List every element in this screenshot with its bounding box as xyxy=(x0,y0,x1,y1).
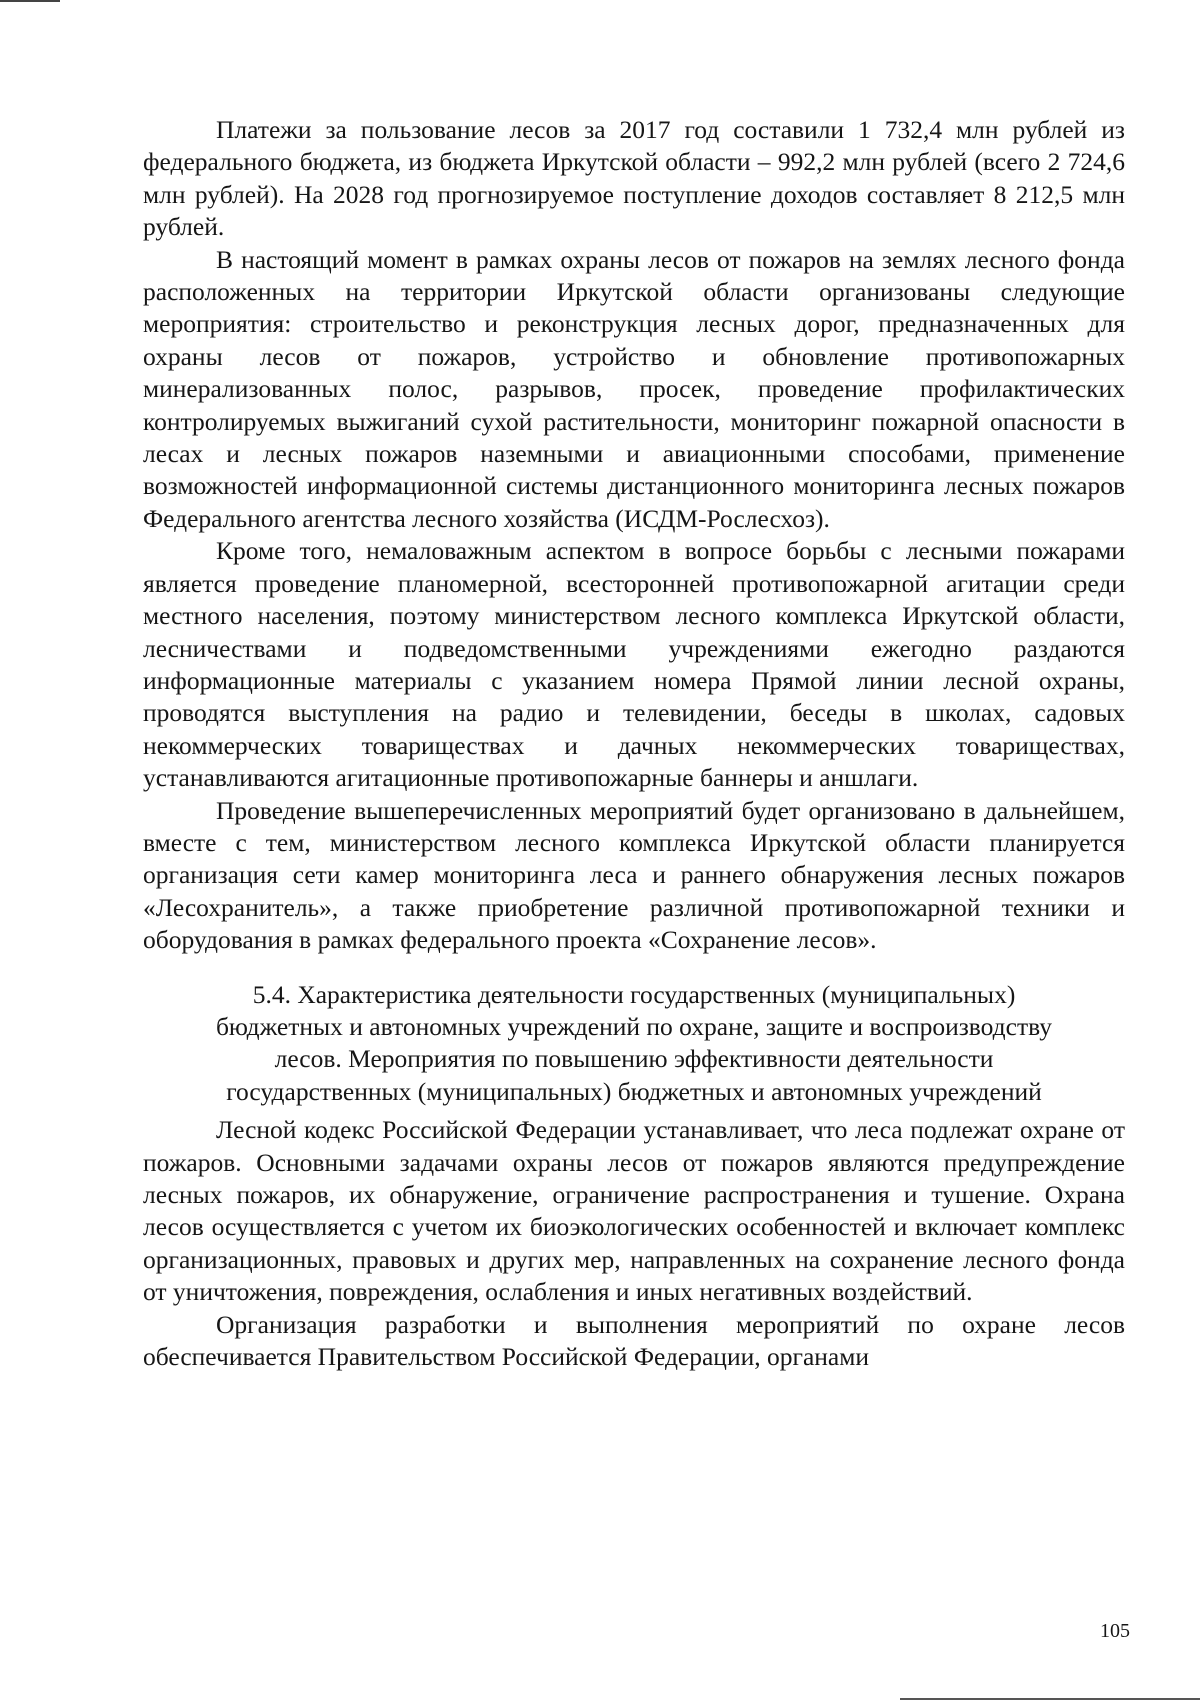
section-heading-line: государственных (муниципальных) бюджетных и автономных учреждений xyxy=(226,1076,1042,1106)
document-body xyxy=(143,114,1125,1373)
paragraph-fire-agitation: Кроме того, немаловажным аспектом в вопросе борьбы с лесными пожарами является проведение планомерной, всесторонней противопожарной агитации среди местного населения, поэтому министерством лесного комплекса Иркутской области, лесничествами и подведомственными учреждениями ежегодно раздаются информационные материалы с указанием номера Прямой линии лесной охраны, проводятся выступления на радио и телевидении, беседы в школах, садовых некоммерческих товариществах и дачных некоммерческих товариществах, устанавливаются агитационные противопожарные баннеры и аншлаги. xyxy=(143,536,1125,793)
paragraph-future-measures: Проведение вышеперечисленных мероприятий будет организовано в дальнейшем, вместе с тем, министерством лесного комплекса Иркутской области планируется организация сети камер мониторинга леса и раннего обнаружения лесных пожаров «Лесохранитель», а также приобретение различной противопожарной техники и оборудования в рамках федерального проекта «Сохранение лесов». xyxy=(143,795,1125,955)
section-heading-line: лесов. Мероприятия по повышению эффективности деятельности xyxy=(274,1044,994,1074)
page-number: 105 xyxy=(1100,1620,1130,1642)
section-heading-line: 5.4. Характеристика деятельности государственных (муниципальных) xyxy=(252,979,1016,1009)
paragraph-organization: Организация разработки и выполнения мероприятий по охране лесов обеспечивается Правительством Российской Федерации, органами xyxy=(143,1309,1125,1372)
section-heading-line: бюджетных и автономных учреждений по охране, защите и воспроизводству xyxy=(215,1011,1053,1041)
section-heading xyxy=(143,979,1125,1109)
scan-edge-top xyxy=(0,0,60,2)
paragraph-forest-code: Лесной кодекс Российской Федерации устанавливает, что леса подлежат охране от пожаров. Основными задачами охраны лесов от пожаров являются предупреждение лесных пожаров, их обнаружение, ограничение распространения и тушение. Охрана лесов осуществляется с учетом их биоэкологических особенностей и включает комплекс организационных, правовых и других мер, направленных на сохранение лесного фонда от уничтожения, повреждения, ослабления и иных негативных воздействий. xyxy=(143,1115,1125,1307)
paragraph-payments: Платежи за пользование лесов за 2017 год составили 1 732,4 млн рублей из федерального бюджета, из бюджета Иркутской области – 992,2 млн рублей (всего 2 724,6 млн рублей). На 2028 год прогнозируемое поступление доходов составляет 8 212,5 млн рублей. xyxy=(143,115,1125,242)
paragraph-fire-protection-measures: В настоящий момент в рамках охраны лесов от пожаров на землях лесного фонда расположенных на территории Иркутской области организованы следующие мероприятия: строительство и реконструкция лесных дорог, предназначенных для охраны лесов от пожаров, устройство и обновление противопожарных минерализованных полос, разрывов, просек, проведение профилактических контролируемых выжиганий сухой растительности, мониторинг пожарной опасности в лесах и лесных пожаров наземными и авиационными способами, применение возможностей информационной системы дистанционного мониторинга лесных пожаров Федерального агентства лесного хозяйства (ИСДМ-Рослесхоз). xyxy=(143,244,1125,533)
